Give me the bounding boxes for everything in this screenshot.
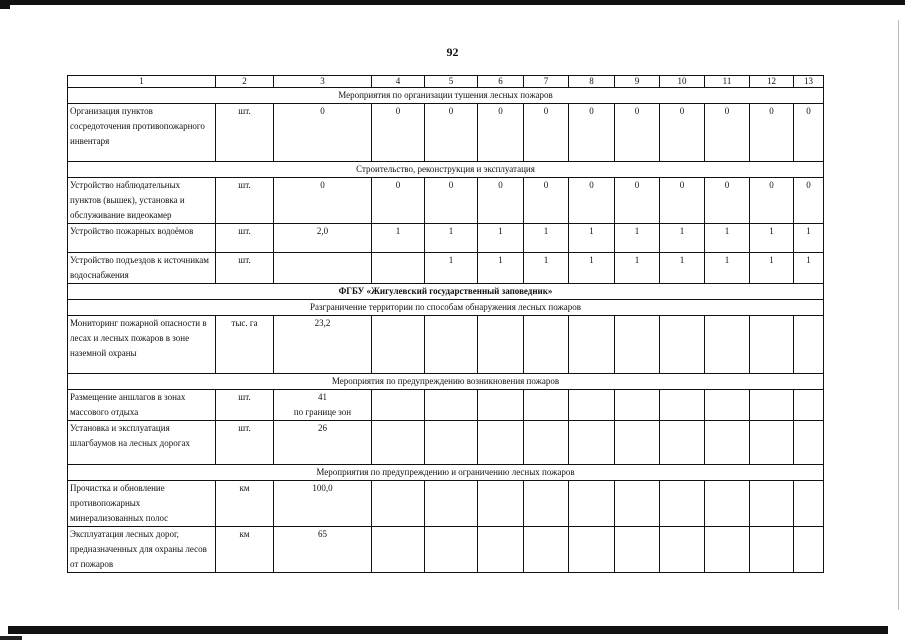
empty-cell (705, 421, 750, 465)
empty-cell (372, 390, 425, 421)
value-cell: 0 (794, 178, 824, 224)
value-cell: 23,2 (274, 316, 372, 374)
empty-cell (660, 390, 705, 421)
value-cell: 0 (705, 104, 750, 162)
value-cell: 1 (569, 224, 615, 253)
value-cell: 1 (425, 253, 478, 284)
unit-cell: км (216, 527, 274, 573)
empty-cell (372, 316, 425, 374)
empty-cell (524, 316, 569, 374)
value-cell: 0 (524, 178, 569, 224)
empty-cell (478, 481, 524, 527)
value-cell: 1 (705, 253, 750, 284)
section-title: Мероприятия по предупреждению возникновения пожаров (68, 374, 824, 390)
empty-cell (372, 481, 425, 527)
value-cell: 1 (615, 253, 660, 284)
column-header: 6 (478, 76, 524, 88)
value-cell: 0 (569, 178, 615, 224)
empty-cell (750, 316, 794, 374)
empty-cell (372, 421, 425, 465)
scan-border-corner-bottom (0, 636, 22, 640)
value-note: по границе зон (293, 407, 352, 417)
empty-cell (615, 316, 660, 374)
value-cell (274, 390, 372, 421)
empty-cell (569, 421, 615, 465)
value-cell: 0 (750, 104, 794, 162)
scan-border-top (0, 0, 905, 5)
unit-cell: шт. (216, 253, 274, 284)
section-title: Мероприятия по организации тушения лесных пожаров (68, 88, 824, 104)
value-cell: 1 (372, 224, 425, 253)
value-cell (372, 253, 425, 284)
activity-name: Размещение аншлагов в зонах массового отдыха (68, 390, 216, 421)
activity-name: Организация пунктов сосредоточения противопожарного инвентаря (68, 104, 216, 162)
unit-cell: км (216, 481, 274, 527)
scan-edge (898, 20, 899, 610)
empty-cell (794, 481, 824, 527)
value-cell: 1 (794, 224, 824, 253)
unit-cell: шт. (216, 421, 274, 465)
empty-cell (478, 316, 524, 374)
empty-cell (705, 527, 750, 573)
unit-cell: тыс. га (216, 316, 274, 374)
activity-name: Эксплуатация лесных дорог, предназначенных для охраны лесов от пожаров (68, 527, 216, 573)
section-row (68, 374, 824, 390)
unit-cell: шт. (216, 390, 274, 421)
empty-cell (425, 421, 478, 465)
column-header: 12 (750, 76, 794, 88)
value-cell: 0 (372, 104, 425, 162)
table-row (68, 527, 824, 573)
value-cell: 1 (794, 253, 824, 284)
unit-cell: шт. (216, 178, 274, 224)
empty-cell (705, 481, 750, 527)
section-row (68, 88, 824, 104)
value-cell: 1 (478, 224, 524, 253)
value-cell: 1 (524, 253, 569, 284)
activity-name: Установка и эксплуатация шлагбаумов на лесных дорогах (68, 421, 216, 465)
value-cell: 1 (569, 253, 615, 284)
empty-cell (705, 316, 750, 374)
empty-cell (750, 390, 794, 421)
value-cell: 0 (372, 178, 425, 224)
empty-cell (660, 421, 705, 465)
empty-cell (524, 390, 569, 421)
value-cell: 2,0 (274, 224, 372, 253)
section-title: Разграничение территории по способам обнаружения лесных пожаров (68, 300, 824, 316)
value-cell: 0 (274, 178, 372, 224)
value-number: 41 (318, 392, 327, 402)
column-header: 11 (705, 76, 750, 88)
column-header: 5 (425, 76, 478, 88)
empty-cell (478, 421, 524, 465)
value-cell: 0 (705, 178, 750, 224)
table-row (68, 104, 824, 162)
table-row (68, 390, 824, 421)
value-cell: 1 (524, 224, 569, 253)
column-header-row (68, 76, 824, 88)
empty-cell (569, 316, 615, 374)
value-cell: 1 (750, 253, 794, 284)
empty-cell (615, 481, 660, 527)
unit-cell: шт. (216, 104, 274, 162)
empty-cell (660, 527, 705, 573)
value-cell: 1 (705, 224, 750, 253)
column-header: 13 (794, 76, 824, 88)
empty-cell (794, 390, 824, 421)
empty-cell (794, 421, 824, 465)
value-cell: 0 (524, 104, 569, 162)
empty-cell (615, 527, 660, 573)
fire-measures-table (67, 75, 824, 573)
activity-name: Мониторинг пожарной опасности в лесах и лесных пожаров в зоне наземной охраны (68, 316, 216, 374)
value-cell: 1 (478, 253, 524, 284)
value-cell: 100,0 (274, 481, 372, 527)
value-cell: 0 (794, 104, 824, 162)
activity-name: Устройство наблюдательных пунктов (вышек), установка и обслуживание видеокамер (68, 178, 216, 224)
value-cell: 1 (660, 224, 705, 253)
value-cell: 1 (615, 224, 660, 253)
column-header: 7 (524, 76, 569, 88)
activity-name: Устройство пожарных водоёмов (68, 224, 216, 253)
section-title: Строительство, реконструкция и эксплуатация (68, 162, 824, 178)
empty-cell (478, 527, 524, 573)
column-header: 4 (372, 76, 425, 88)
section-row (68, 465, 824, 481)
empty-cell (750, 421, 794, 465)
table-row (68, 481, 824, 527)
empty-cell (750, 481, 794, 527)
empty-cell (425, 527, 478, 573)
value-cell: 0 (569, 104, 615, 162)
page-number: 92 (446, 45, 459, 59)
value-cell: 0 (425, 104, 478, 162)
section-row (68, 284, 824, 300)
activity-name: Прочистка и обновление противопожарных минерализованных полос (68, 481, 216, 527)
activity-name: Устройство подъездов к источникам водоснабжения (68, 253, 216, 284)
column-header: 3 (274, 76, 372, 88)
scan-border-corner (0, 0, 10, 9)
value-cell: 0 (425, 178, 478, 224)
value-cell: 26 (274, 421, 372, 465)
unit-cell: шт. (216, 224, 274, 253)
column-header: 9 (615, 76, 660, 88)
value-cell: 1 (660, 253, 705, 284)
column-header: 1 (68, 76, 216, 88)
empty-cell (478, 390, 524, 421)
empty-cell (425, 390, 478, 421)
value-cell: 0 (478, 178, 524, 224)
empty-cell (705, 390, 750, 421)
column-header: 10 (660, 76, 705, 88)
empty-cell (750, 527, 794, 573)
section-row (68, 162, 824, 178)
value-cell (274, 253, 372, 284)
value-cell: 0 (615, 178, 660, 224)
table-row (68, 421, 824, 465)
value-cell: 0 (478, 104, 524, 162)
table-row (68, 178, 824, 224)
table-row (68, 253, 824, 284)
empty-cell (524, 421, 569, 465)
value-cell: 0 (660, 178, 705, 224)
empty-cell (372, 527, 425, 573)
table-row (68, 224, 824, 253)
empty-cell (425, 481, 478, 527)
organization-title: ФГБУ «Жигулевский государственный заповедник» (68, 284, 824, 300)
value-cell: 0 (615, 104, 660, 162)
empty-cell (615, 390, 660, 421)
value-cell: 1 (750, 224, 794, 253)
table-row (68, 316, 824, 374)
empty-cell (524, 527, 569, 573)
empty-cell (794, 316, 824, 374)
empty-cell (660, 481, 705, 527)
value-cell: 0 (750, 178, 794, 224)
column-header: 2 (216, 76, 274, 88)
empty-cell (425, 316, 478, 374)
column-header: 8 (569, 76, 615, 88)
value-cell: 0 (274, 104, 372, 162)
value-cell: 65 (274, 527, 372, 573)
empty-cell (660, 316, 705, 374)
scan-border-bottom (8, 626, 888, 634)
section-title: Мероприятия по предупреждению и ограничению лесных пожаров (68, 465, 824, 481)
value-cell: 1 (425, 224, 478, 253)
empty-cell (569, 527, 615, 573)
empty-cell (569, 390, 615, 421)
empty-cell (615, 421, 660, 465)
empty-cell (569, 481, 615, 527)
empty-cell (524, 481, 569, 527)
empty-cell (794, 527, 824, 573)
value-cell: 0 (660, 104, 705, 162)
section-row (68, 300, 824, 316)
